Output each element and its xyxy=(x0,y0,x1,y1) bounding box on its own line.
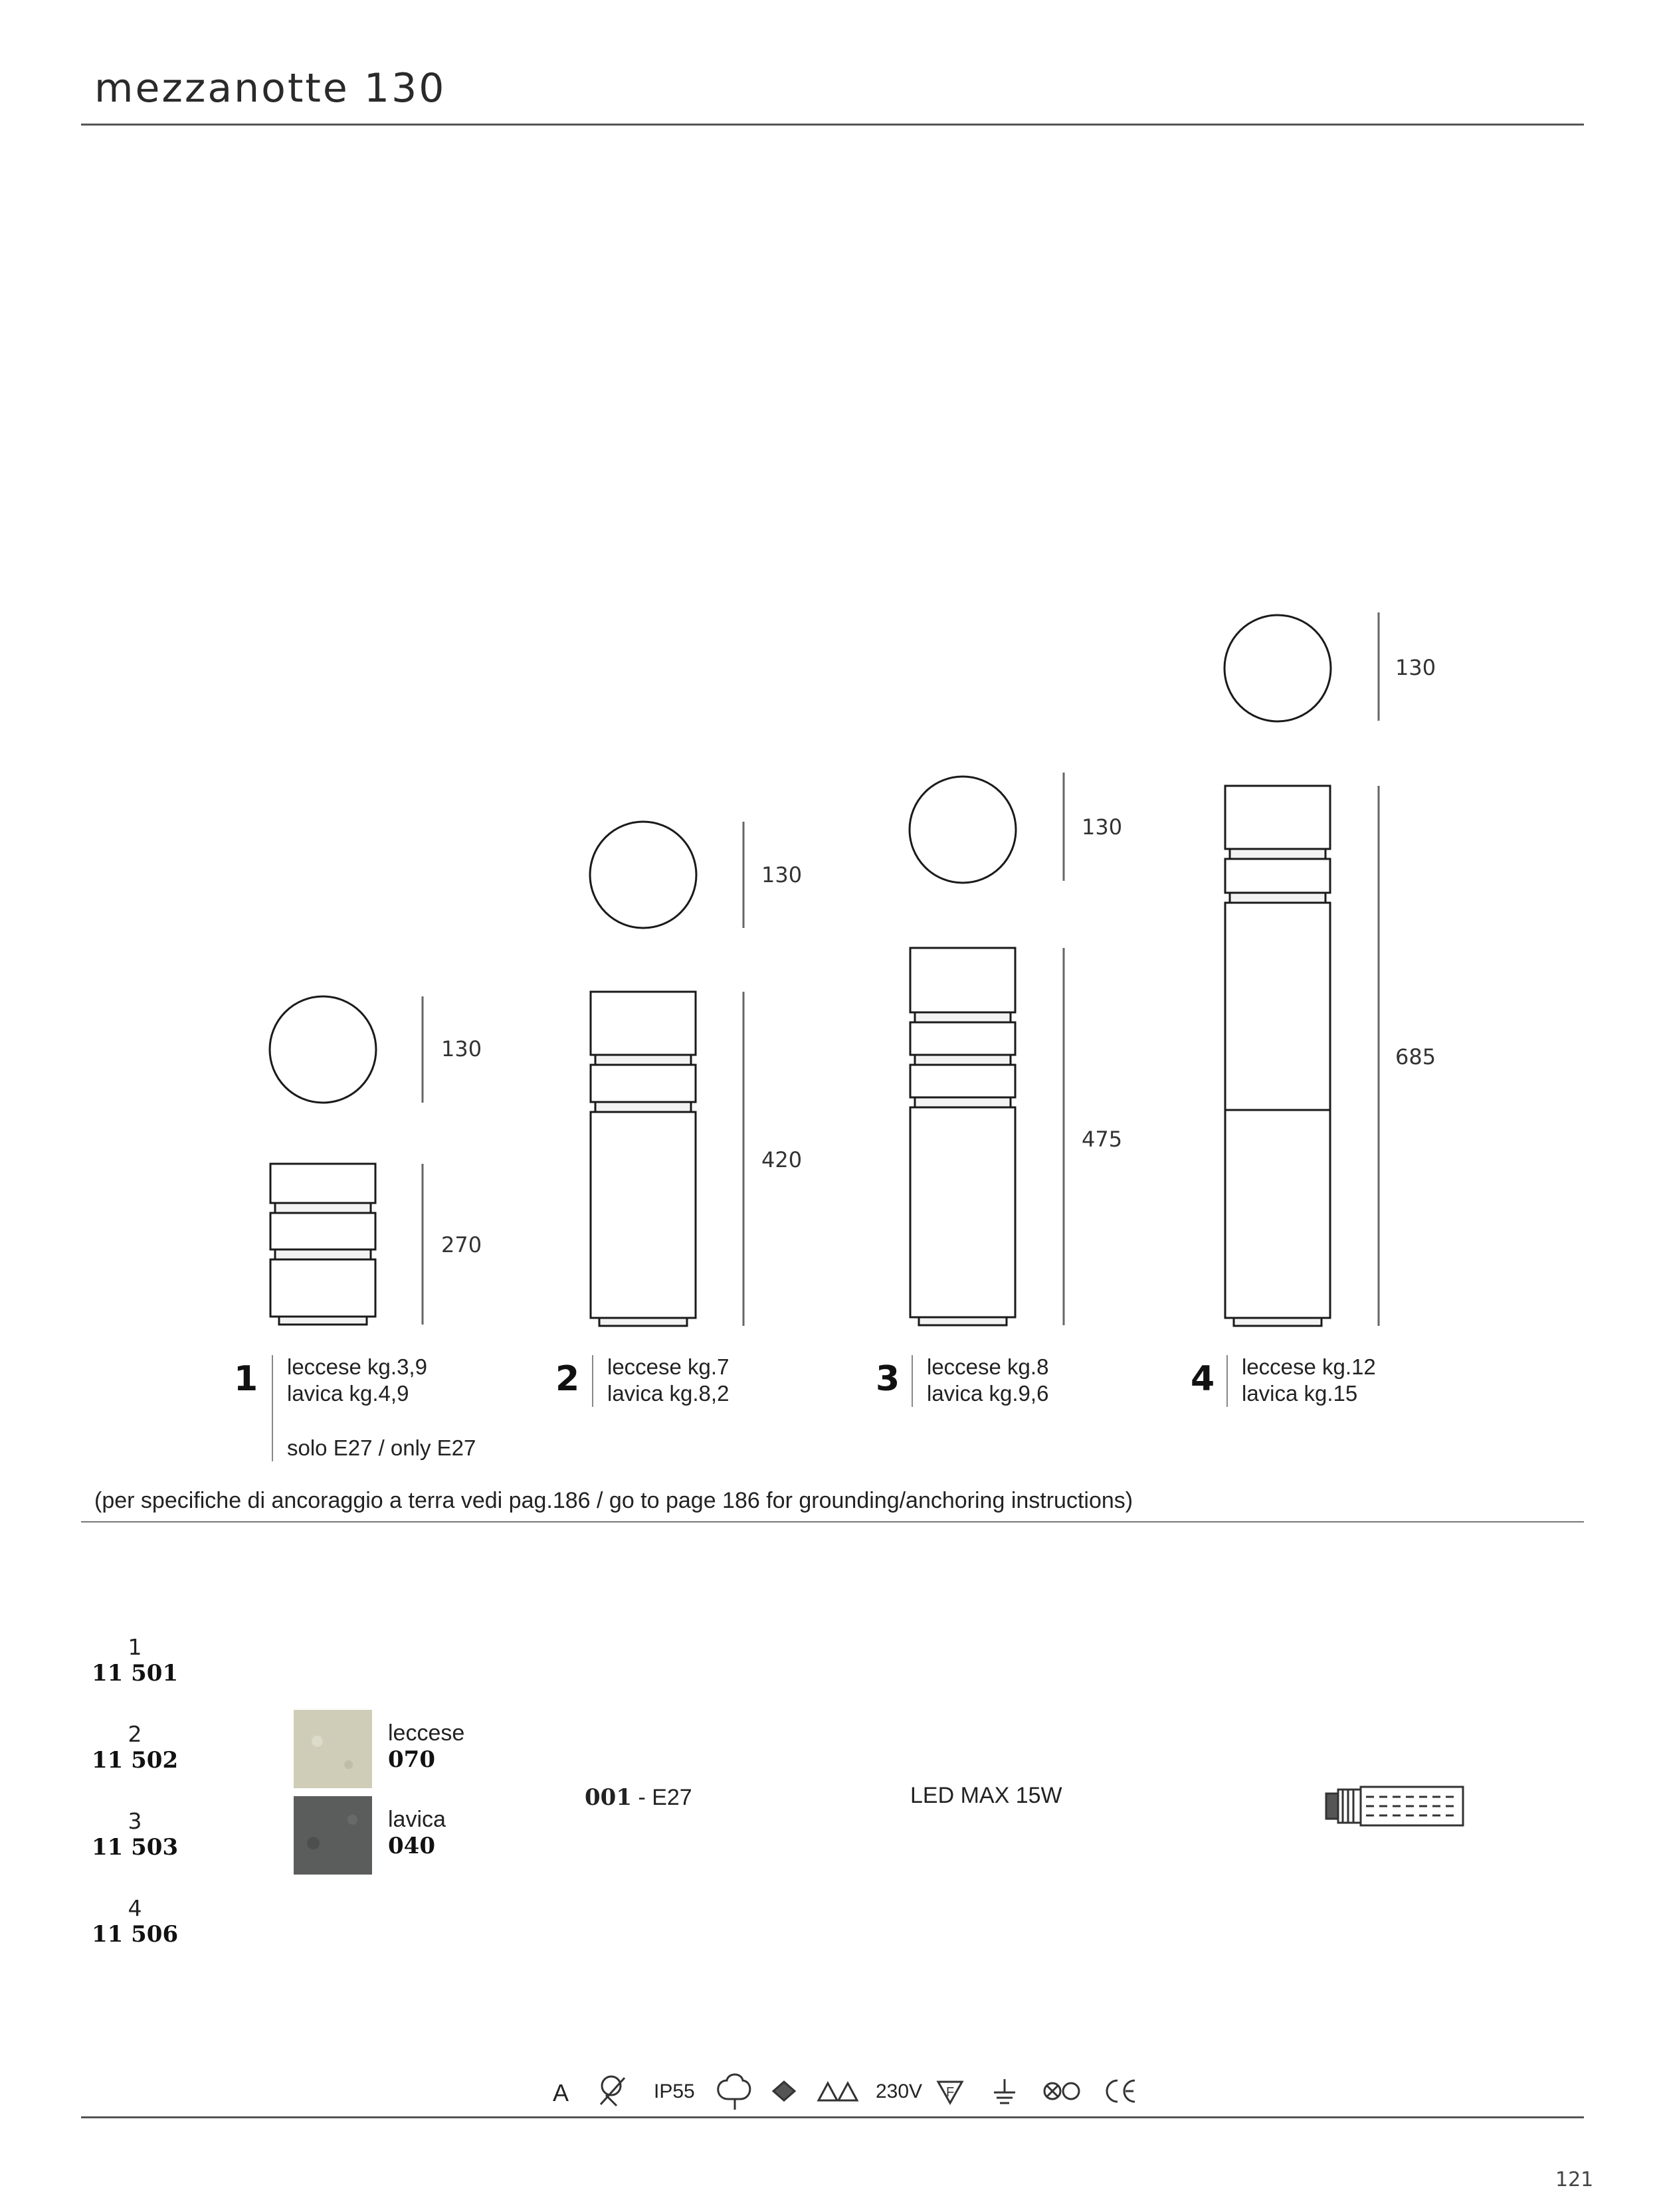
ce-icon xyxy=(1107,2080,1135,2102)
drawing-1-height-label: 270 xyxy=(441,1232,482,1257)
cert-230v: 230V xyxy=(876,2080,923,2102)
finish-lavica xyxy=(388,1807,446,1859)
finish-leccese xyxy=(388,1720,464,1773)
code-index: 4 xyxy=(128,1895,142,1921)
lamp-code: 001 xyxy=(585,1784,632,1811)
tree-icon xyxy=(718,2074,750,2110)
drawing-1-number: 1 xyxy=(234,1359,258,1399)
lamp-socket-type: - E27 xyxy=(638,1785,692,1810)
weight-lavica: lavica kg.15 xyxy=(1242,1381,1358,1406)
ground-icon xyxy=(994,2079,1015,2103)
finish-swatch-lavica xyxy=(294,1796,372,1875)
drawing-2-diameter-label: 130 xyxy=(761,862,803,887)
drawing-1-diameter-label: 130 xyxy=(441,1036,482,1061)
weight-leccese: leccese kg.3,9 xyxy=(287,1354,427,1379)
drawing-2-number: 2 xyxy=(555,1359,580,1399)
code-number: 11 502 xyxy=(92,1747,179,1774)
page-title: mezzanotte 130 xyxy=(94,65,446,112)
footer-rule xyxy=(81,2116,1584,2118)
finish-swatch-leccese xyxy=(294,1710,372,1788)
drawing-2-height-label: 420 xyxy=(761,1147,803,1172)
drawing-2-elevation xyxy=(591,992,696,1326)
drawing-4-diameter-label: 130 xyxy=(1395,655,1436,680)
weight-lavica: lavica kg.8,2 xyxy=(607,1381,730,1406)
weight-leccese: leccese kg.12 xyxy=(1242,1354,1376,1379)
svg-text:F: F xyxy=(946,2085,955,2100)
drawing-1-elevation xyxy=(270,1164,375,1325)
code-item-2 xyxy=(92,1721,178,1774)
code-item-3 xyxy=(92,1808,178,1861)
page-number: 121 xyxy=(1555,2168,1594,2191)
code-number: 11 506 xyxy=(92,1921,179,1948)
drawing-2-weights xyxy=(607,1354,729,1407)
drawing-4-number: 4 xyxy=(1191,1359,1215,1399)
code-item-4 xyxy=(92,1895,178,1948)
drawing-4-elevation xyxy=(1225,786,1330,1326)
drawing-4-height-label: 685 xyxy=(1395,1044,1436,1069)
double-triangle-icon xyxy=(819,2083,857,2100)
finish-name: lavica xyxy=(388,1807,446,1832)
finish-name: leccese xyxy=(388,1720,465,1746)
drawing-4-plan-circle xyxy=(1224,615,1331,721)
weight-lavica: lavica kg.4,9 xyxy=(287,1381,409,1406)
drawing-4-weights xyxy=(1242,1354,1376,1407)
section-rule xyxy=(81,1521,1584,1522)
weight-lavica: lavica kg.9,6 xyxy=(927,1381,1049,1406)
lamp-socket xyxy=(585,1784,692,1811)
f-mark-icon xyxy=(938,2082,962,2103)
drawing-1-weights xyxy=(287,1354,427,1407)
finish-code: 070 xyxy=(388,1746,435,1773)
drawing-1-plan-circle xyxy=(270,996,376,1103)
anchoring-note: (per specifiche di ancoraggio a terra vedi pag.186 / go to page 186 for grounding/anchoring instructions) xyxy=(94,1488,1133,1513)
drawing-3-diameter-label: 130 xyxy=(1082,814,1123,840)
code-index: 1 xyxy=(128,1634,142,1660)
class-icon xyxy=(1044,2083,1079,2099)
code-index: 2 xyxy=(128,1721,142,1747)
drawing-3-weights xyxy=(927,1354,1048,1407)
weight-leccese: leccese kg.8 xyxy=(927,1354,1049,1379)
cert-ip55: IP55 xyxy=(654,2080,695,2102)
drawing-2-plan-circle xyxy=(590,822,696,928)
drawing-1-note: solo E27 / only E27 xyxy=(287,1435,476,1460)
no-lamp-icon xyxy=(601,2076,625,2106)
diamond-icon xyxy=(773,2082,795,2100)
cert-class-a: A xyxy=(553,2079,569,2106)
drawing-3-number: 3 xyxy=(876,1359,900,1399)
finish-code: 040 xyxy=(388,1833,435,1859)
led-corn-bulb-icon xyxy=(1326,1787,1463,1825)
drawing-3-elevation xyxy=(910,948,1015,1325)
drawing-3-plan-circle xyxy=(910,777,1016,883)
code-number: 11 501 xyxy=(92,1660,179,1687)
weight-leccese: leccese kg.7 xyxy=(607,1354,730,1379)
code-index: 3 xyxy=(128,1808,142,1834)
code-number: 11 503 xyxy=(92,1834,179,1861)
drawing-3-height-label: 475 xyxy=(1082,1127,1123,1152)
lamp-power: LED MAX 15W xyxy=(910,1783,1062,1808)
code-item-1 xyxy=(92,1634,178,1687)
